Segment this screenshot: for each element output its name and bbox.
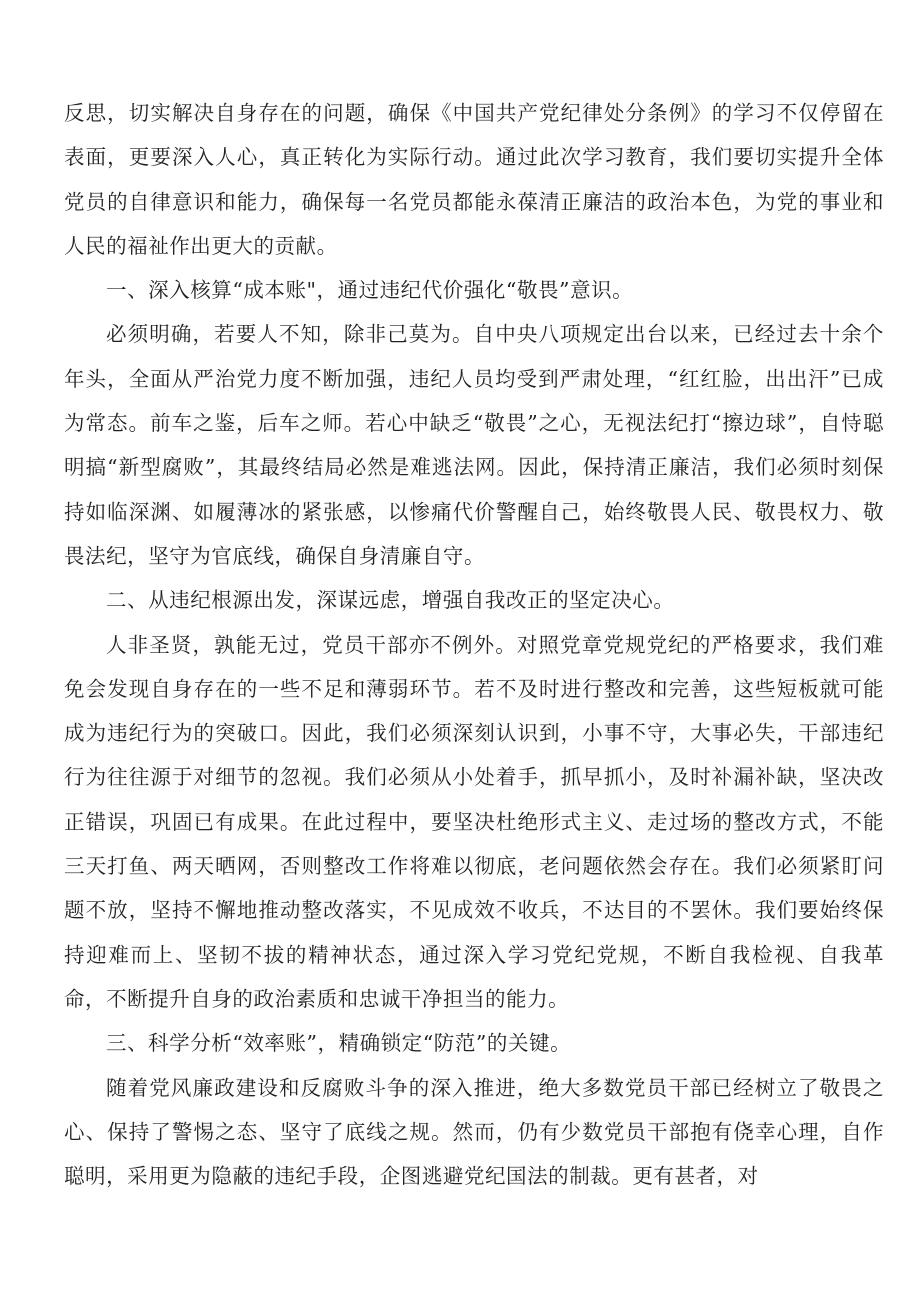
section-heading-one: 一、深入核算“成本账"，通过违纪代价强化“敬畏”意识。 — [106, 278, 634, 303]
section-heading-two: 二、从违纪根源出发，深谋远虑，增强自我改正的坚定决心。 — [106, 588, 675, 613]
document-page — [64, 91, 884, 1198]
paragraph-intro-continuation: 反思，切实解决自身存在的问题，确保《中国共产党纪律处分条例》的学习不仅停留在表面，更要深入人心，真正转化为实际行动。通过此次学习教育，我们要切实提升全体党员的自律意识和能力，确保每一名党员都能永葆清正廉洁的政治本色，为党的事业和人民的福祉作出更大的贡献。 — [64, 101, 884, 258]
section-heading-three: 三、科学分析“效率账”，精确锁定“防范”的关键。 — [106, 1031, 572, 1056]
paragraph-section-two-body: 人非圣贤，孰能无过，党员干部亦不例外。对照党章党规党纪的严格要求，我们难免会发现自身存在的一些不足和薄弱环节。若不及时进行整改和完善，这些短板就可能成为违纪行为的突破口。因此，我们必须深刻认识到，小事不守，大事必失，干部违纪行为往往源于对细节的忽视。我们必须从小处着手，抓早抓小，及时补漏补缺，坚决改正错误，巩固已有成果。在此过程中，要坚决杜绝形式主义、走过场的整改方式，不能三天打鱼、两天晒网，否则整改工作将难以彻底，老问题依然会存在。我们必须紧盯问题不放，坚持不懈地推动整改落实，不见成效不收兵，不达目的不罢休。我们要始终保持迎难而上、坚韧不拔的精神状态，通过深入学习党纪党规，不断自我检视、自我革命，不断提升自身的政治素质和忠诚干净担当的能力。 — [64, 632, 884, 1011]
paragraph-section-three-body: 随着党风廉政建设和反腐败斗争的深入推进，绝大多数党员干部已经树立了敬畏之心、保持了警惕之态、坚守了底线之规。然而，仍有少数党员干部抱有侥幸心理，自作聪明，采用更为隐蔽的违纪手段，企图逃避党纪国法的制裁。更有甚者，对 — [64, 1075, 884, 1189]
paragraph-section-one-body: 必须明确，若要人不知，除非己莫为。自中央八项规定出台以来，已经过去十余个年头，全面从严治党力度不断加强，违纪人员均受到严肃处理，“红红脸，出出汗”已成为常态。前车之鉴，后车之师。若心中缺乏“敬畏”之心，无视法纪打“擦边球”，自恃聪明搞“新型腐败”，其最终结局必然是难逃法网。因此，保持清正廉洁，我们必须时刻保持如临深渊、如履薄冰的紧张感，以惨痛代价警醒自己，始终敬畏人民、敬畏权力、敬畏法纪，坚守为官底线，确保自身清廉自守。 — [64, 322, 884, 568]
